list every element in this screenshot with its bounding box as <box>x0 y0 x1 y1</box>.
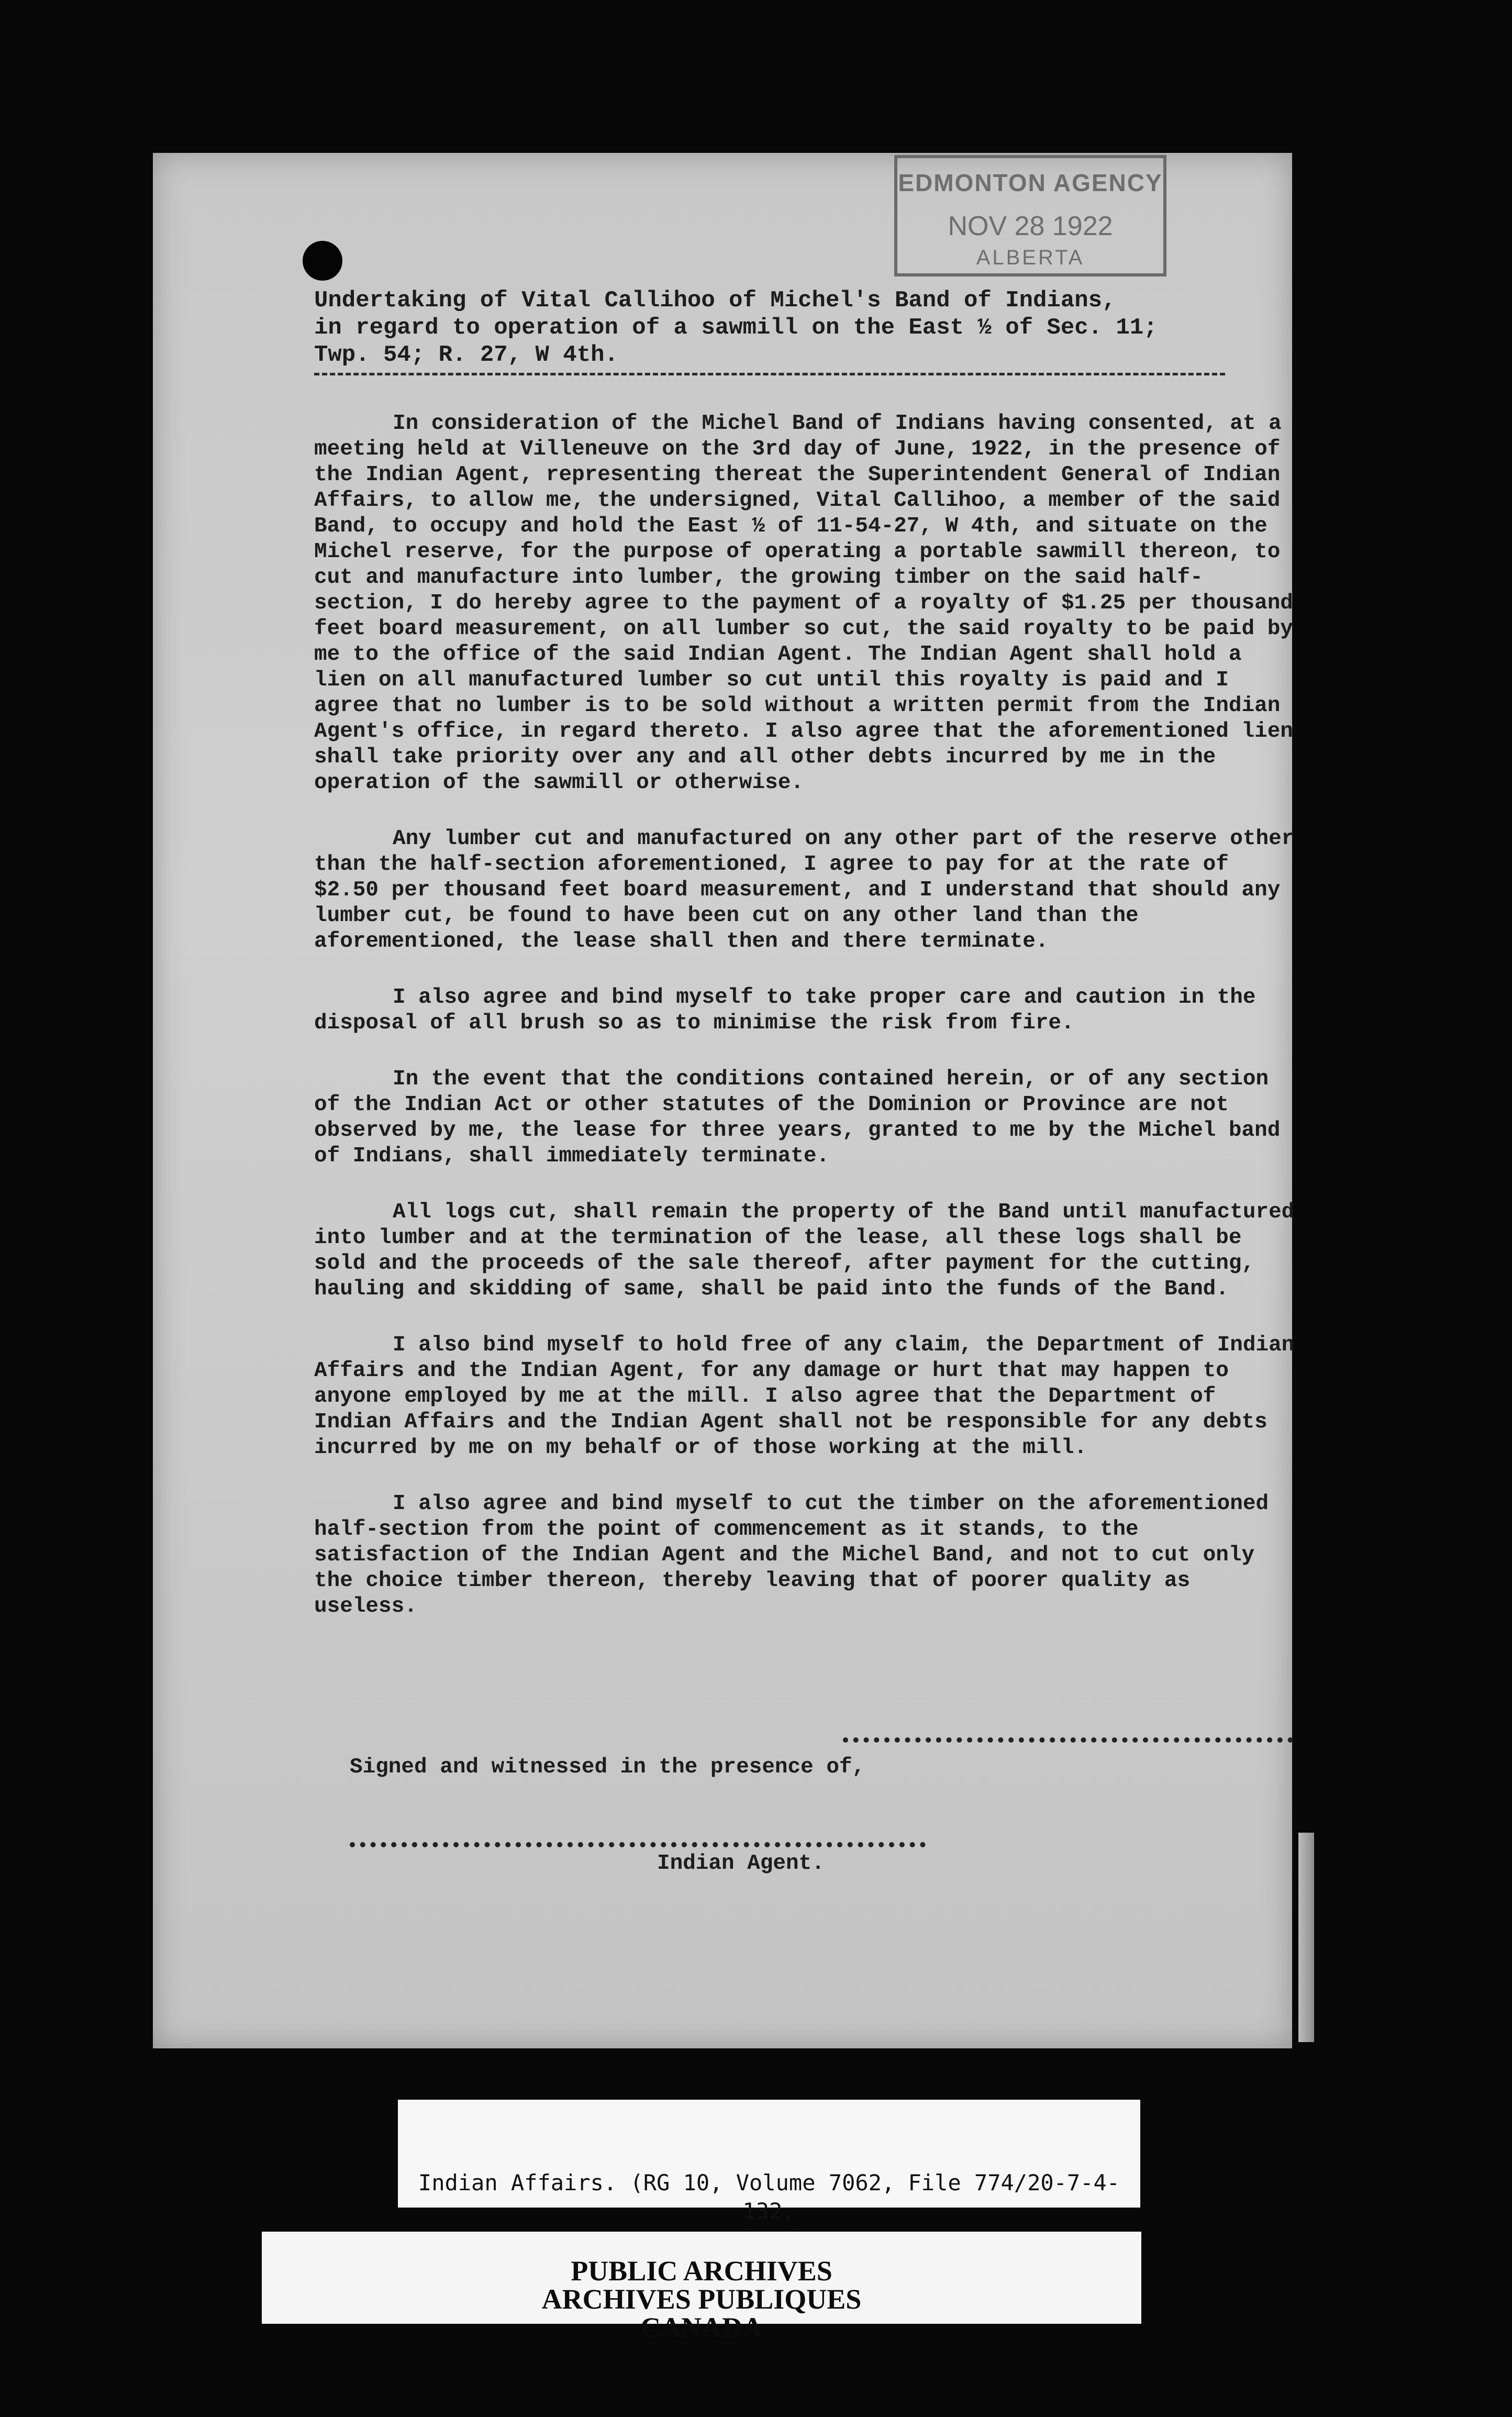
signature-line <box>843 1737 1293 1743</box>
indian-agent-label: Indian Agent. <box>657 1851 825 1876</box>
reference-text: Indian Affairs. (RG 10, Volume 7062, File 774/20-7-4-132, <box>418 2170 1120 2224</box>
paragraph-cutting-timber: I also agree and bind myself to cut the timber on the aforementioned half-section from the point of commencement as it stands, to the satisfaction of the Indian Agent and the Michel Band, and not to cut only the choice timber thereon, thereby leaving that of poorer quality as useless. <box>314 1492 1269 1618</box>
stamp-office: EDMONTON AGENCY <box>898 169 1163 196</box>
paragraph-other-lumber: Any lumber cut and manufactured on any other part of the reserve other than the half-section aforementioned, I agree to pay for at the rate of $2.50 per thousand feet board measurement, and I understand that should any lumber cut, be found to have been cut on any other land than the aforementioned, the lease shall then and there terminate. <box>314 827 1295 954</box>
archive-line-french: ARCHIVES PUBLIQUES <box>541 2283 862 2315</box>
punch-hole <box>303 241 342 281</box>
archive-name <box>262 2257 1141 2342</box>
archive-line-english: PUBLIC ARCHIVES <box>571 2255 832 2287</box>
paragraph-consideration: In consideration of the Michel Band of Indians having consented, at a meeting held at Villeneuve on the 3rd day of June, 1922, in the presence of the Indian Agent, representing thereat the Superintendent General of Indian Affairs, to allow me, the undersigned, Vital Callihoo, a member of the said Band, to occupy and hold the East ½ of 11-54-27, W 4th, and situate on the Michel reserve, for the purpose of operating a portable sawmill thereon, to cut and manufacture into lumber, the growing timber on the said half-section, I do hereby agree to the payment of a royalty of $1.25 per thousand feet board measurement, on all lumber so cut, the said royalty to be paid by me to the office of the said Indian Agent. The Indian Agent shall hold a lien on all manufactured lumber so cut until this royalty is paid and I agree that no lumber is to be sold without a written permit from the Indian Agent's office, in regard thereto. I also agree that the aforementioned lien shall take priority over any and all other debts incurred by me in the operation of the sawmill or otherwise. <box>314 412 1293 795</box>
paragraph-termination: In the event that the conditions contained herein, or of any section of the Indian Act or other statutes of the Dominion or Province are not observed by me, the lease for three years, granted to me by the Michel band of Indians, shall immediately terminate. <box>314 1067 1281 1168</box>
paragraph-logs-property: All logs cut, shall remain the property of the Band until manufactured into lumber and at the termination of the lease, all these logs shall be sold and the proceeds of the sale thereof, after payment for the cutting, hauling and skidding of same, shall be paid into the funds of the Band. <box>314 1200 1295 1301</box>
document-title: Undertaking of Vital Callihoo of Michel's Band of Indians, in regard to operation of a sawmill on the East ½ of Sec. 11; Twp. 54; R. 27, W 4th. <box>314 287 1158 368</box>
archive-label <box>262 2232 1141 2343</box>
stamp-date: NOV 28 1922 <box>948 211 1113 241</box>
page-fold <box>1298 1833 1314 2042</box>
document-body <box>314 287 1309 1620</box>
reference-label <box>398 2100 1140 2224</box>
stamp-province: ALBERTA <box>976 246 1085 269</box>
received-stamp <box>894 155 1166 276</box>
paragraph-liability: I also bind myself to hold free of any claim, the Department of Indian Affairs and the Indian Agent, for any damage or hurt that may happen to anyone employed by me at the mill. I also agree that the Department of Indian Affairs and the Indian Agent shall not be responsible for any debts incurred by me on my behalf or of those working at the mill. <box>314 1333 1295 1460</box>
paragraph-brush-disposal: I also agree and bind myself to take proper care and caution in the disposal of all brush so as to minimise the risk from fire. <box>314 985 1256 1035</box>
signed-witnessed-text: Signed and witnessed in the presence of, <box>350 1755 865 1779</box>
agent-signature-line <box>350 1842 926 1847</box>
title-underline <box>314 373 1225 375</box>
archive-line-country: CANADA <box>640 2312 763 2343</box>
